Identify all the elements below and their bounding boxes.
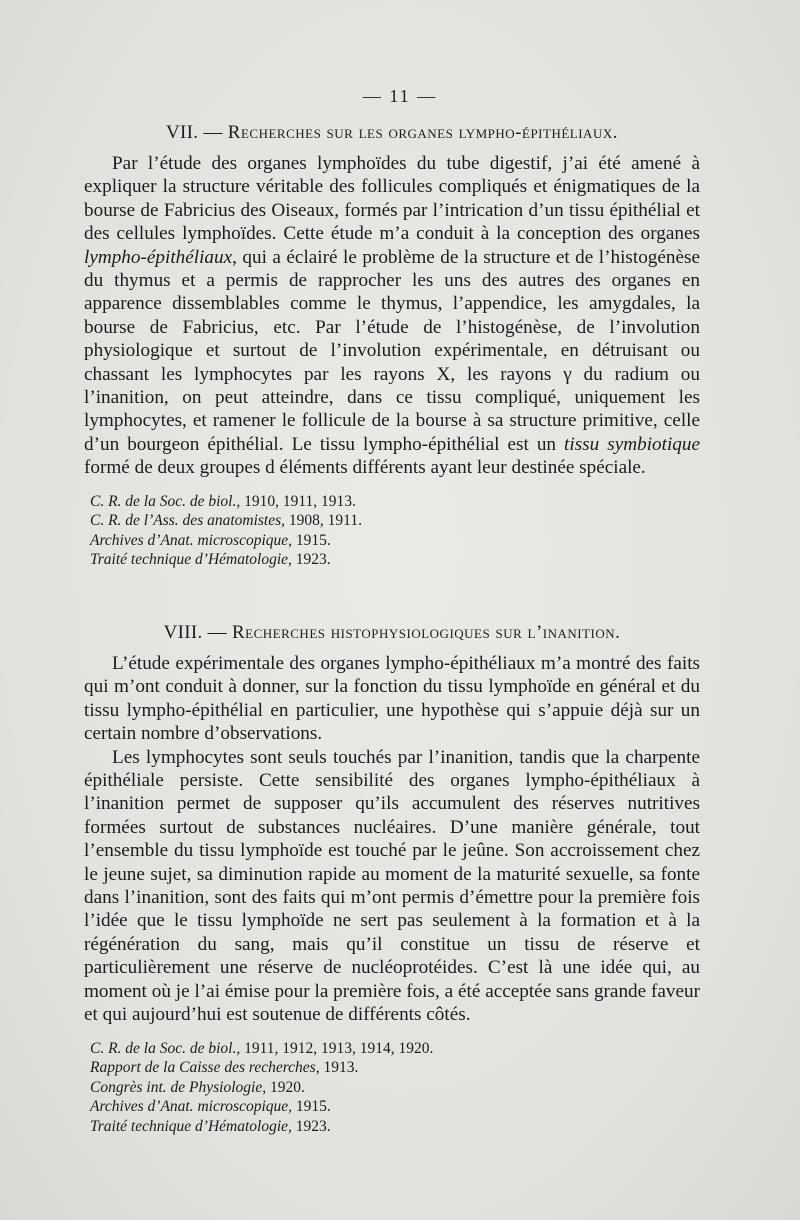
paragraph — [84, 152, 700, 480]
term-italic: tissu symbiotique — [564, 433, 700, 455]
reference-years: 1910, 1911, 1913. — [244, 492, 356, 510]
reference-title: Congrès int. de Physiologie, — [90, 1078, 267, 1096]
page-number: — 11 — — [362, 86, 438, 106]
reference-item — [84, 1039, 700, 1059]
text-run: Par l’étude des organes lymphoïdes du tube digestif, j’ai été amené à expliquer la structure véritable des follicules compliqués et énigmatiques de la bourse de Fabricius des Oiseaux, formés par l’intrication d’un tissu épithélial et des cellules lymphoïdes. Cette étude m’a conduit à la conception des organes — [84, 153, 700, 245]
reference-title: Traité technique d’Hématologie, — [90, 551, 292, 569]
section-title: Recherches sur les organes lympho-épithéliaux. — [227, 122, 618, 143]
reference-item — [84, 492, 700, 512]
reference-title: Archives d’Anat. microscopique, — [90, 1098, 293, 1116]
text-run: Les lymphocytes sont seuls touchés par l’inanition, tandis que la charpente épithéliale persiste. Cette sensibilité des organes lympho-épithéliaux à l’inanition permet de supposer qu’ils accumulent des réserves nutritives formées surtout de substances nucléaires. D’une manière générale, tout l’ensemble du tissu lymphoïde est touché par le jeûne. Son accroissement chez le jeune sujet, sa diminution rapide au moment de la maturité sexuelle, sa fonte dans l’inanition, sont des faits qui m’ont permis d’émettre pour la première fois l’idée que le tissu lymphoïde ne sert pas seulement à la formation et à la régénération du sang, mais qu’il constitue un tissu de réserve et particulièrement une réserve de nucléoprotéides. C’est là une idée qui, au moment où je l’ai émise pour la première fois, a été acceptée sans grande faveur et qui aujourd’hui est soutenue de différents côtés. — [84, 746, 700, 1026]
reference-years: 1915. — [295, 1098, 331, 1116]
reference-years: 1923. — [295, 1117, 331, 1135]
section-numeral: VIII. — [163, 622, 203, 643]
reference-years: 1920. — [269, 1078, 305, 1096]
reference-title: Traité technique d’Hématologie, — [90, 1117, 292, 1135]
reference-title: C. R. de la Soc. de biol., — [90, 1039, 241, 1057]
reference-item — [84, 1117, 700, 1137]
reference-years: 1913. — [323, 1059, 359, 1077]
section-heading — [84, 622, 700, 644]
reference-item — [84, 511, 700, 531]
reference-title: Archives d’Anat. microscopique, — [90, 531, 293, 549]
section-viii — [84, 622, 700, 1136]
term-italic: lympho-épithéliaux — [84, 246, 233, 268]
section-title: Recherches histophysiologiques sur l’inanition. — [231, 622, 621, 643]
reference-years: 1915. — [295, 531, 331, 549]
reference-item — [84, 550, 700, 570]
section-heading — [84, 122, 700, 144]
heading-dash: — — [203, 122, 223, 143]
reference-years: 1911, 1912, 1913, 1914, 1920. — [244, 1039, 434, 1057]
reference-list — [84, 492, 700, 570]
reference-list — [84, 1039, 700, 1137]
reference-title: Rapport de la Caisse des recherches, — [90, 1059, 320, 1077]
reference-title: C. R. de la Soc. de biol., — [90, 492, 241, 510]
reference-title: C. R. de l’Ass. des anatomistes, — [90, 512, 286, 530]
paragraph — [84, 652, 700, 746]
reference-item — [84, 1097, 700, 1117]
reference-item — [84, 1078, 700, 1098]
heading-dash: — — [207, 622, 227, 643]
reference-years: 1923. — [295, 551, 331, 569]
text-run: , qui a éclairé le problème de la structure et de l’histogénèse du thymus et a permis de rapprocher les uns des autres des organes en apparence dissemblables comme le thymus, l’appendice, les amygdales, la bourse de Fabricius, etc. Par l’étude de l’histogénèse, de l’involution physiologique et surtout de l’involution expérimentale, en détruisant ou chassant les lymphocytes par les rayons X, les rayons γ du radium ou l’inanition, on peut atteindre, dans ce tissu compliqué, uniquement les lymphocytes, et ramener le follicule de la bourse à sa structure primitive, celle d’un bourgeon épithélial. Le tissu lympho-épithélial est un — [84, 246, 700, 455]
reference-item — [84, 1058, 700, 1078]
reference-item — [84, 531, 700, 551]
reference-years: 1908, 1911. — [288, 512, 362, 530]
section-numeral: VII. — [166, 122, 199, 143]
paragraph — [84, 746, 700, 1027]
text-run: formé de deux groupes d éléments différents ayant leur destinée spéciale. — [84, 457, 646, 479]
text-run: L’étude expérimentale des organes lympho-épithéliaux m’a montré des faits qui m’ont conduit à donner, sur la fonction du tissu lymphoïde en général et du tissu lympho-épithélial en particulier, une hypothèse qui s’appuie déjà sur un certain nombre d’observations. — [84, 653, 700, 745]
section-vii — [84, 122, 700, 570]
